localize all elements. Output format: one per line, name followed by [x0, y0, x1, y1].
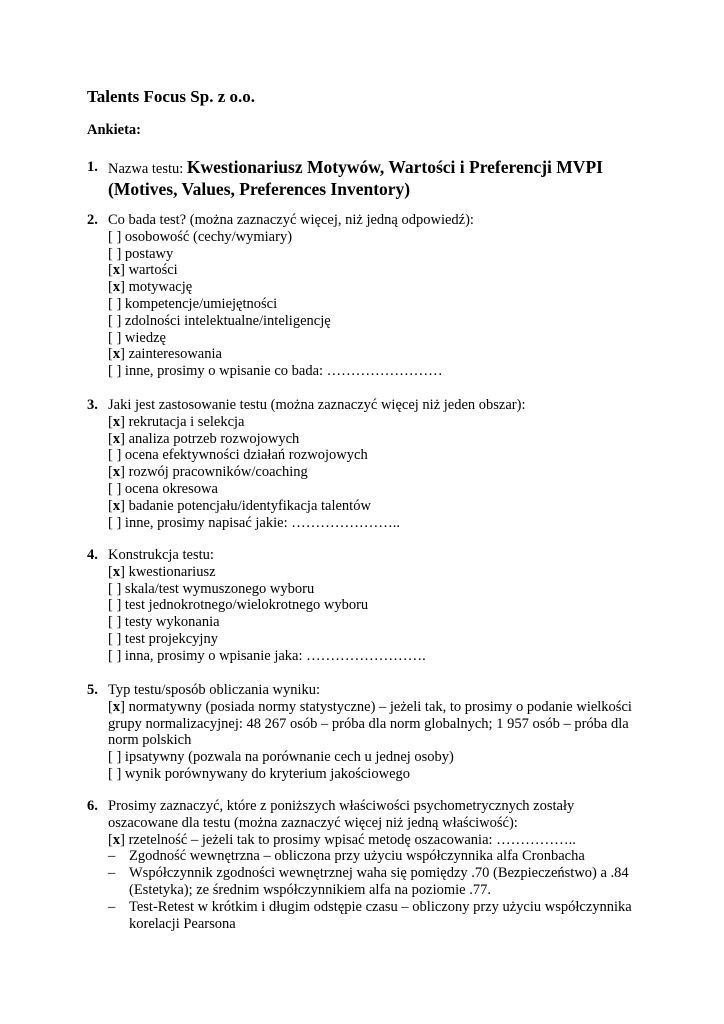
- list-item: [108, 296, 647, 313]
- checkbox[interactable]: [ ]: [108, 363, 122, 380]
- option-continuation: norm polskich: [108, 732, 192, 749]
- option-label: postawy: [124, 245, 174, 262]
- option-label: kompetencje/umiejętności: [124, 295, 278, 312]
- option-label: inna, prosimy o wpisanie jaka: …………………….: [124, 647, 426, 664]
- checkbox[interactable]: [ ]: [108, 228, 122, 245]
- list-item: [108, 498, 647, 515]
- dash-bullet: –: [108, 848, 116, 865]
- checkbox[interactable]: [ ]: [108, 614, 122, 631]
- question-2: [87, 212, 647, 380]
- list-item: [108, 699, 647, 716]
- option-label: wiedzę: [124, 329, 166, 346]
- sub-list-item: – Zgodność wewnętrzna – obliczona przy użyciu współczynnika alfa Cronbacha: [108, 848, 585, 865]
- question-4: [87, 547, 647, 665]
- list-item: [108, 279, 647, 296]
- list-item: [108, 564, 647, 581]
- checkbox[interactable]: [ ]: [108, 480, 122, 497]
- option-continuation: grupy normalizacyjnej: 48 267 osób – próba dla norm globalnych; 1 957 osób – próba dla: [108, 715, 629, 732]
- list-item: [108, 832, 647, 849]
- question-3: [87, 397, 647, 531]
- checkbox[interactable]: [x]: [108, 497, 125, 514]
- option-label: inne, prosimy o wpisanie co bada: ……………………: [124, 363, 443, 380]
- list-item: [108, 447, 647, 464]
- list-item: [108, 766, 647, 783]
- option-label: osobowość (cechy/wymiary): [124, 228, 293, 245]
- list-item: [108, 749, 647, 766]
- sub-list-item: – Test-Retest w krótkim i długim odstępie czasu – obliczony przy użyciu współczynnika korelacji Pearsona: [108, 898, 632, 932]
- question-number: 5.: [87, 682, 98, 698]
- checkbox[interactable]: [ ]: [108, 514, 122, 531]
- option-label: kwestionariusz: [128, 563, 216, 580]
- checkbox[interactable]: [ ]: [108, 630, 122, 647]
- checkbox[interactable]: [x]: [108, 563, 125, 580]
- list-item: [108, 597, 647, 614]
- list-item: [108, 346, 647, 363]
- checkbox[interactable]: [ ]: [108, 580, 122, 597]
- list-item: [108, 414, 647, 431]
- sub-list-item: – Współczynnik zgodności wewnętrznej waha się pomiędzy .70 (Bezpieczeństwo) a .84 (Estetyka); ze średnim współczynnikiem alfa na poziomie .77.: [108, 865, 629, 898]
- test-name-subtitle: (Motives, Values, Preferences Inventory): [108, 179, 411, 199]
- option-label: ipsatywny (pozwala na porównanie cech u jednej osoby): [124, 749, 454, 766]
- list-item: [108, 262, 647, 279]
- option-label: rzetelność – jeżeli tak to prosimy wpisać metodę oszacowania: ……………..: [128, 831, 576, 848]
- checkbox[interactable]: [x]: [108, 279, 125, 296]
- survey-label: Ankieta:: [87, 122, 141, 138]
- list-item: [108, 431, 647, 448]
- question-text: Jaki jest zastosowanie testu (można zaznaczyć więcej niż jeden obszar):: [108, 397, 526, 413]
- checkbox[interactable]: [x]: [108, 464, 125, 481]
- option-label: badanie potencjału/identyfikacja talentów: [128, 497, 371, 514]
- question-6: [87, 798, 647, 932]
- question-text: Prosimy zaznaczyć, które z poniższych właściwości psychometrycznych zostały: [108, 798, 575, 814]
- list-item: [108, 313, 647, 330]
- list-item: [108, 631, 647, 648]
- company-name: Talents Focus Sp. z o.o.: [87, 87, 255, 106]
- checkbox[interactable]: [ ]: [108, 329, 122, 346]
- question-number: 3.: [87, 397, 98, 413]
- option-label: test projekcyjny: [124, 630, 218, 647]
- list-item: [108, 246, 647, 263]
- list-item: [108, 581, 647, 598]
- checkbox[interactable]: [ ]: [108, 647, 122, 664]
- question-text: Typ testu/sposób obliczania wyniku:: [108, 682, 321, 698]
- checkbox[interactable]: [x]: [108, 831, 125, 848]
- checkbox[interactable]: [x]: [108, 346, 125, 363]
- question-text-continuation: oszacowane dla testu (można zaznaczyć więcej niż jedną właściwość):: [108, 814, 518, 831]
- option-label: skala/test wymuszonego wyboru: [124, 580, 315, 597]
- option-label: inne, prosimy napisać jakie: …………………..: [124, 514, 400, 531]
- option-label: testy wykonania: [124, 614, 220, 631]
- question-5: [87, 682, 647, 783]
- question-number: 6.: [87, 798, 98, 814]
- checkbox[interactable]: [ ]: [108, 597, 122, 614]
- question-number: 4.: [87, 547, 98, 563]
- list-item: [108, 464, 647, 481]
- checkbox[interactable]: [ ]: [108, 295, 122, 312]
- option-label: wynik porównywany do kryterium jakościowego: [124, 765, 411, 782]
- question-number: 1.: [87, 159, 98, 175]
- dash-bullet: –: [108, 865, 116, 882]
- list-item: [108, 330, 647, 347]
- list-item: [108, 481, 647, 498]
- list-item: [108, 515, 647, 532]
- test-name-label: Nazwa testu:: [108, 161, 184, 177]
- option-label: wartości: [128, 262, 178, 279]
- option-label: ocena okresowa: [124, 480, 218, 497]
- checkbox[interactable]: [ ]: [108, 765, 122, 782]
- checkbox[interactable]: [ ]: [108, 447, 122, 464]
- option-label: analiza potrzeb rozwojowych: [128, 430, 300, 447]
- checkbox[interactable]: [ ]: [108, 245, 122, 262]
- option-label: zainteresowania: [128, 346, 222, 363]
- list-item: [108, 614, 647, 631]
- test-name-title: Kwestionariusz Motywów, Wartości i Preferencji MVPI: [186, 157, 603, 177]
- checkbox[interactable]: [ ]: [108, 312, 122, 329]
- question-text: Co bada test? (można zaznaczyć więcej, niż jedną odpowiedź):: [108, 212, 474, 228]
- question-1: [87, 157, 647, 199]
- option-label: ocena efektywności działań rozwojowych: [124, 447, 368, 464]
- option-label: zdolności intelektualne/inteligencję: [124, 312, 331, 329]
- option-label: test jednokrotnego/wielokrotnego wyboru: [124, 597, 369, 614]
- list-item: [108, 363, 647, 380]
- option-label: motywację: [128, 279, 193, 296]
- checkbox[interactable]: [x]: [108, 430, 125, 447]
- list-item: [108, 648, 647, 665]
- checkbox[interactable]: [x]: [108, 698, 125, 715]
- option-label: normatywny (posiada normy statystyczne) – jeżeli tak, to prosimy o podanie wielkości: [128, 698, 632, 715]
- list-item: [108, 229, 647, 246]
- option-label: rekrutacja i selekcja: [128, 413, 245, 430]
- dash-bullet: –: [108, 898, 116, 915]
- checkbox[interactable]: [x]: [108, 262, 125, 279]
- option-label: rozwój pracowników/coaching: [128, 464, 308, 481]
- checkbox[interactable]: [x]: [108, 413, 125, 430]
- checkbox[interactable]: [ ]: [108, 749, 122, 766]
- question-text: Konstrukcja testu:: [108, 547, 214, 563]
- question-number: 2.: [87, 212, 98, 228]
